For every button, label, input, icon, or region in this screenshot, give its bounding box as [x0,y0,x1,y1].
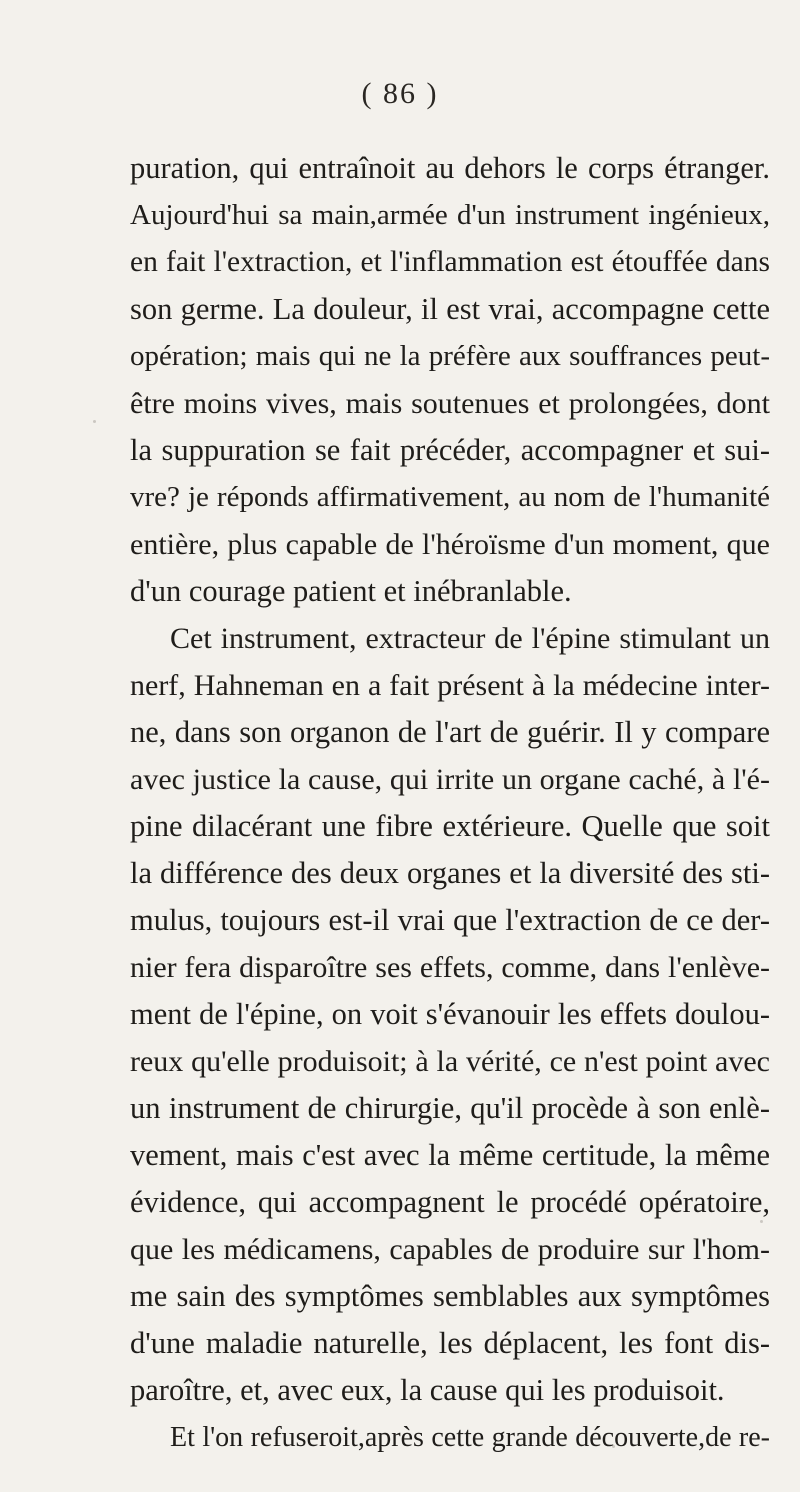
paper-speck [612,1445,615,1448]
text-line: que les médicamens, capables de produire sur l'hom- [130,1233,770,1266]
text-line: me sain des symptômes semblables aux symptômes [130,1279,770,1313]
text-line: ne, dans son organon de l'art de guérir. Il y compare [130,715,770,749]
text-line: nerf, Hahneman en a fait présent à la médecine inter- [130,669,770,702]
text-line: son germe. La douleur, il est vrai, accompagne cette [130,292,770,326]
text-line: nier fera disparoître ses effets, comme, dans l'enlève- [130,951,770,984]
text-line: pine dilacérant une fibre extérieure. Quelle que soit [130,809,770,843]
paragraph-end-line: paroître, et, avec eux, la cause qui les produisoit. [130,1373,725,1407]
text-line: entière, plus capable de l'héroïsme d'un moment, que [130,528,770,561]
text-line: la différence des deux organes et la diversité des sti- [130,856,770,890]
text-line: puration, qui entraînoit au dehors le corps étranger. [130,151,770,185]
paper-speck [93,420,96,423]
text-line: opération; mais qui ne la préfère aux souffrances peut- [130,340,770,372]
text-line: la suppuration se fait précéder, accompagner et sui- [130,433,770,467]
text-line: Aujourd'hui sa main,armée d'un instrument ingénieux, [130,199,770,231]
text-line: évidence, qui accompagnent le procédé opératoire, [130,1185,770,1219]
body-text [130,145,770,1461]
text-line: ment de l'épine, on voit s'évanouir les effets doulou- [130,997,770,1031]
paper-speck [760,1220,763,1223]
paragraph-start-line: Cet instrument, extracteur de l'épine stimulant un [170,622,770,655]
paragraph-start-line: Et l'on refuseroit,après cette grande découverte,de re- [170,1422,770,1453]
paragraph-end-line: d'un courage patient et inébranlable. [130,574,572,608]
text-line: un instrument de chirurgie, qu'il procède à son enlè- [130,1091,770,1125]
page-number: ( 86 ) [361,77,439,110]
text-line: d'une maladie naturelle, les déplacent, les font dis- [130,1326,770,1360]
text-line: en fait l'extraction, et l'inflammation est étouffée dans [130,246,770,278]
text-line: reux qu'elle produisoit; à la vérité, ce n'est point avec [130,1045,770,1078]
text-line: être moins vives, mais soutenues et prolongées, dont [130,387,770,420]
text-line: mulus, toujours est-il vrai que l'extraction de ce der- [130,903,770,937]
text-line: vement, mais c'est avec la même certitude, la même [130,1138,770,1172]
text-line: avec justice la cause, qui irrite un organe caché, à l'é- [130,763,770,796]
text-line: vre? je réponds affirmativement, au nom de l'humanité [130,481,770,513]
